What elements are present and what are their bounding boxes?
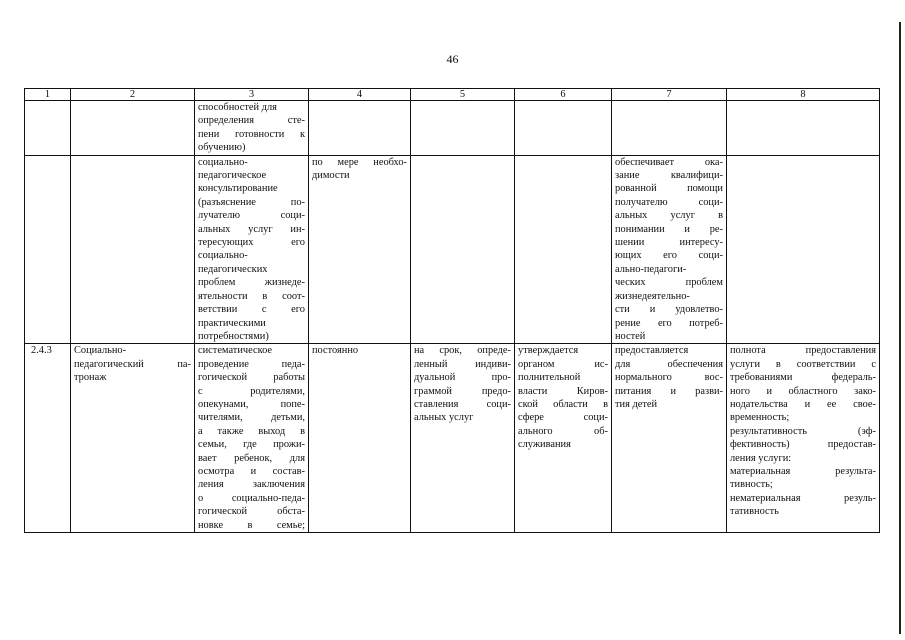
cell-text-line: органом ис- bbox=[518, 358, 608, 370]
cell-text-line: требованиями федераль- bbox=[730, 372, 876, 384]
cell-text-line: результативность (эф- bbox=[730, 425, 876, 437]
cell-text-line: ленный индиви- bbox=[414, 358, 511, 370]
cell-text-line: обеспечивает ока- bbox=[615, 156, 723, 168]
table-cell bbox=[71, 155, 195, 344]
cell-text-line: временность; bbox=[730, 412, 790, 424]
cell-text-line: ально-педагоги- bbox=[615, 263, 687, 275]
column-number: 2 bbox=[71, 89, 195, 101]
cell-text-line: тивность; bbox=[730, 479, 773, 491]
cell-text-line: вает ребенок, для bbox=[198, 452, 305, 464]
table-cell bbox=[195, 155, 309, 344]
cell-text-line: понимании и ре- bbox=[615, 223, 723, 235]
cell-text-line: ления заключения bbox=[198, 479, 305, 491]
column-number: 4 bbox=[309, 89, 411, 101]
column-number: 7 bbox=[612, 89, 727, 101]
cell-text-line: педагогическое bbox=[198, 170, 267, 182]
column-number: 3 bbox=[195, 89, 309, 101]
table-cell bbox=[515, 344, 612, 533]
cell-text-line: димости bbox=[312, 170, 350, 182]
cell-text-line: Социально- bbox=[74, 345, 127, 357]
cell-text-line: с родителями, bbox=[198, 385, 305, 397]
cell-text-line: а также выход в bbox=[198, 425, 305, 437]
cell-text-line: альных услуг bbox=[414, 412, 474, 424]
table-cell bbox=[25, 344, 71, 533]
table-cell bbox=[411, 155, 515, 344]
table-cell bbox=[612, 101, 727, 156]
cell-text-line: осмотра и состав- bbox=[198, 465, 305, 477]
cell-text-line: тия детей bbox=[615, 398, 658, 410]
cell-text-line: альных услуг в bbox=[615, 210, 723, 222]
cell-text-line: ющих его соци- bbox=[615, 250, 723, 262]
cell-text-line: социально- bbox=[198, 156, 248, 168]
table-body bbox=[25, 101, 880, 533]
scan-edge-line bbox=[899, 22, 901, 634]
cell-text-line: рение его потреб- bbox=[615, 317, 723, 329]
cell-text-line: консультирование bbox=[198, 183, 278, 195]
cell-text-line: зание квалифици- bbox=[615, 170, 723, 182]
cell-text-line: новке в семье; bbox=[198, 519, 305, 531]
column-number: 6 bbox=[515, 89, 612, 101]
table-cell bbox=[309, 155, 411, 344]
cell-text-line: нормального вос- bbox=[615, 372, 723, 384]
cell-text-line: гогической обста- bbox=[198, 506, 305, 518]
cell-text-line: ления услуги: bbox=[730, 452, 792, 464]
table-cell bbox=[515, 101, 612, 156]
cell-text-line: ального об- bbox=[518, 425, 608, 437]
cell-text-line: ятельности в соот- bbox=[198, 290, 305, 302]
cell-text-line: потребностями) bbox=[198, 330, 269, 342]
cell-text-line: жизнедеятельно- bbox=[615, 290, 690, 302]
cell-text-line: 2.4.3 bbox=[31, 345, 52, 357]
table-cell bbox=[195, 101, 309, 156]
page-number: 46 bbox=[446, 52, 459, 66]
cell-text-line: на срок, опреде- bbox=[414, 345, 511, 357]
cell-text-line: семьи, где прожи- bbox=[198, 439, 305, 451]
cell-text-line: дуальной про- bbox=[414, 372, 511, 384]
cell-text-line: определения сте- bbox=[198, 115, 305, 127]
column-number: 8 bbox=[727, 89, 880, 101]
cell-text-line: материальная результа- bbox=[730, 465, 876, 477]
table-cell bbox=[71, 344, 195, 533]
table-row bbox=[25, 344, 880, 533]
cell-text-line: лучателю соци- bbox=[198, 210, 305, 222]
cell-text-line: обучению) bbox=[198, 142, 246, 154]
cell-text-line: услуги в соответствии с bbox=[730, 358, 876, 370]
cell-text-line: пени готовности к bbox=[198, 128, 305, 140]
cell-text-line: нематериальная резуль- bbox=[730, 492, 876, 504]
table-cell bbox=[612, 155, 727, 344]
cell-text-line: тативность bbox=[730, 506, 779, 518]
cell-text-line: постоянно bbox=[312, 345, 359, 357]
table-cell bbox=[727, 101, 880, 156]
table-cell bbox=[411, 344, 515, 533]
cell-text-line: нодательства и ее свое- bbox=[730, 398, 876, 410]
cell-text-line: предоставляется bbox=[615, 345, 689, 357]
cell-text-line: полнительной bbox=[518, 372, 581, 384]
cell-text-line: полнота предоставления bbox=[730, 345, 876, 357]
cell-text-line: граммой предо- bbox=[414, 385, 511, 397]
table-cell bbox=[727, 155, 880, 344]
table-row bbox=[25, 155, 880, 344]
cell-text-line: ставления соци- bbox=[414, 398, 511, 410]
cell-text-line: для обеспечения bbox=[615, 358, 723, 370]
cell-text-line: альных услуг ин- bbox=[198, 223, 305, 235]
cell-text-line: способностей для bbox=[198, 102, 277, 113]
cell-text-line: шении интересу- bbox=[615, 237, 723, 249]
table-cell bbox=[195, 344, 309, 533]
cell-text-line: сти и удовлетво- bbox=[615, 304, 723, 316]
cell-text-line: ного и областного зако- bbox=[730, 385, 876, 397]
table-cell bbox=[411, 101, 515, 156]
cell-text-line: педагогических bbox=[198, 263, 268, 275]
cell-text-line: тересующих его bbox=[198, 237, 305, 249]
cell-text-line: проблем жизнеде- bbox=[198, 277, 305, 289]
cell-text-line: ской области в bbox=[518, 398, 608, 410]
table-cell bbox=[612, 344, 727, 533]
cell-text-line: педагогический па- bbox=[74, 358, 191, 370]
cell-text-line: получателю соци- bbox=[615, 196, 723, 208]
table-cell bbox=[25, 101, 71, 156]
table-cell bbox=[71, 101, 195, 156]
services-table bbox=[24, 88, 880, 533]
table-cell bbox=[309, 344, 411, 533]
cell-text-line: рованной помощи bbox=[615, 183, 723, 195]
cell-text-line: чителями, детьми, bbox=[198, 412, 305, 424]
table-cell bbox=[309, 101, 411, 156]
column-number: 1 bbox=[25, 89, 71, 101]
cell-text-line: гогической работы bbox=[198, 372, 305, 384]
cell-text-line: власти Киров- bbox=[518, 385, 608, 397]
column-number: 5 bbox=[411, 89, 515, 101]
cell-text-line: о социально-педа- bbox=[198, 492, 305, 504]
cell-text-line: ветствии с его bbox=[198, 304, 305, 316]
table-cell bbox=[727, 344, 880, 533]
table-row bbox=[25, 101, 880, 156]
cell-text-line: систематическое bbox=[198, 345, 273, 357]
cell-text-line: проведение педа- bbox=[198, 358, 305, 370]
cell-text-line: (разъяснение по- bbox=[198, 196, 305, 208]
cell-text-line: ностей bbox=[615, 330, 646, 342]
cell-text-line: по мере необхо- bbox=[312, 156, 407, 168]
cell-text-line: социально- bbox=[198, 250, 248, 262]
cell-text-line: тронаж bbox=[74, 372, 107, 384]
cell-text-line: практическими bbox=[198, 317, 266, 329]
table-cell bbox=[25, 155, 71, 344]
table-cell bbox=[515, 155, 612, 344]
cell-text-line: сфере соци- bbox=[518, 412, 608, 424]
cell-text-line: опекунами, попе- bbox=[198, 398, 305, 410]
cell-text-line: питания и разви- bbox=[615, 385, 723, 397]
cell-text-line: фективность) предостав- bbox=[730, 439, 876, 451]
cell-text-line: утверждается bbox=[518, 345, 579, 357]
cell-text-line: служивания bbox=[518, 439, 571, 451]
cell-text-line: ческих проблем bbox=[615, 277, 723, 289]
column-number-row bbox=[25, 89, 880, 101]
